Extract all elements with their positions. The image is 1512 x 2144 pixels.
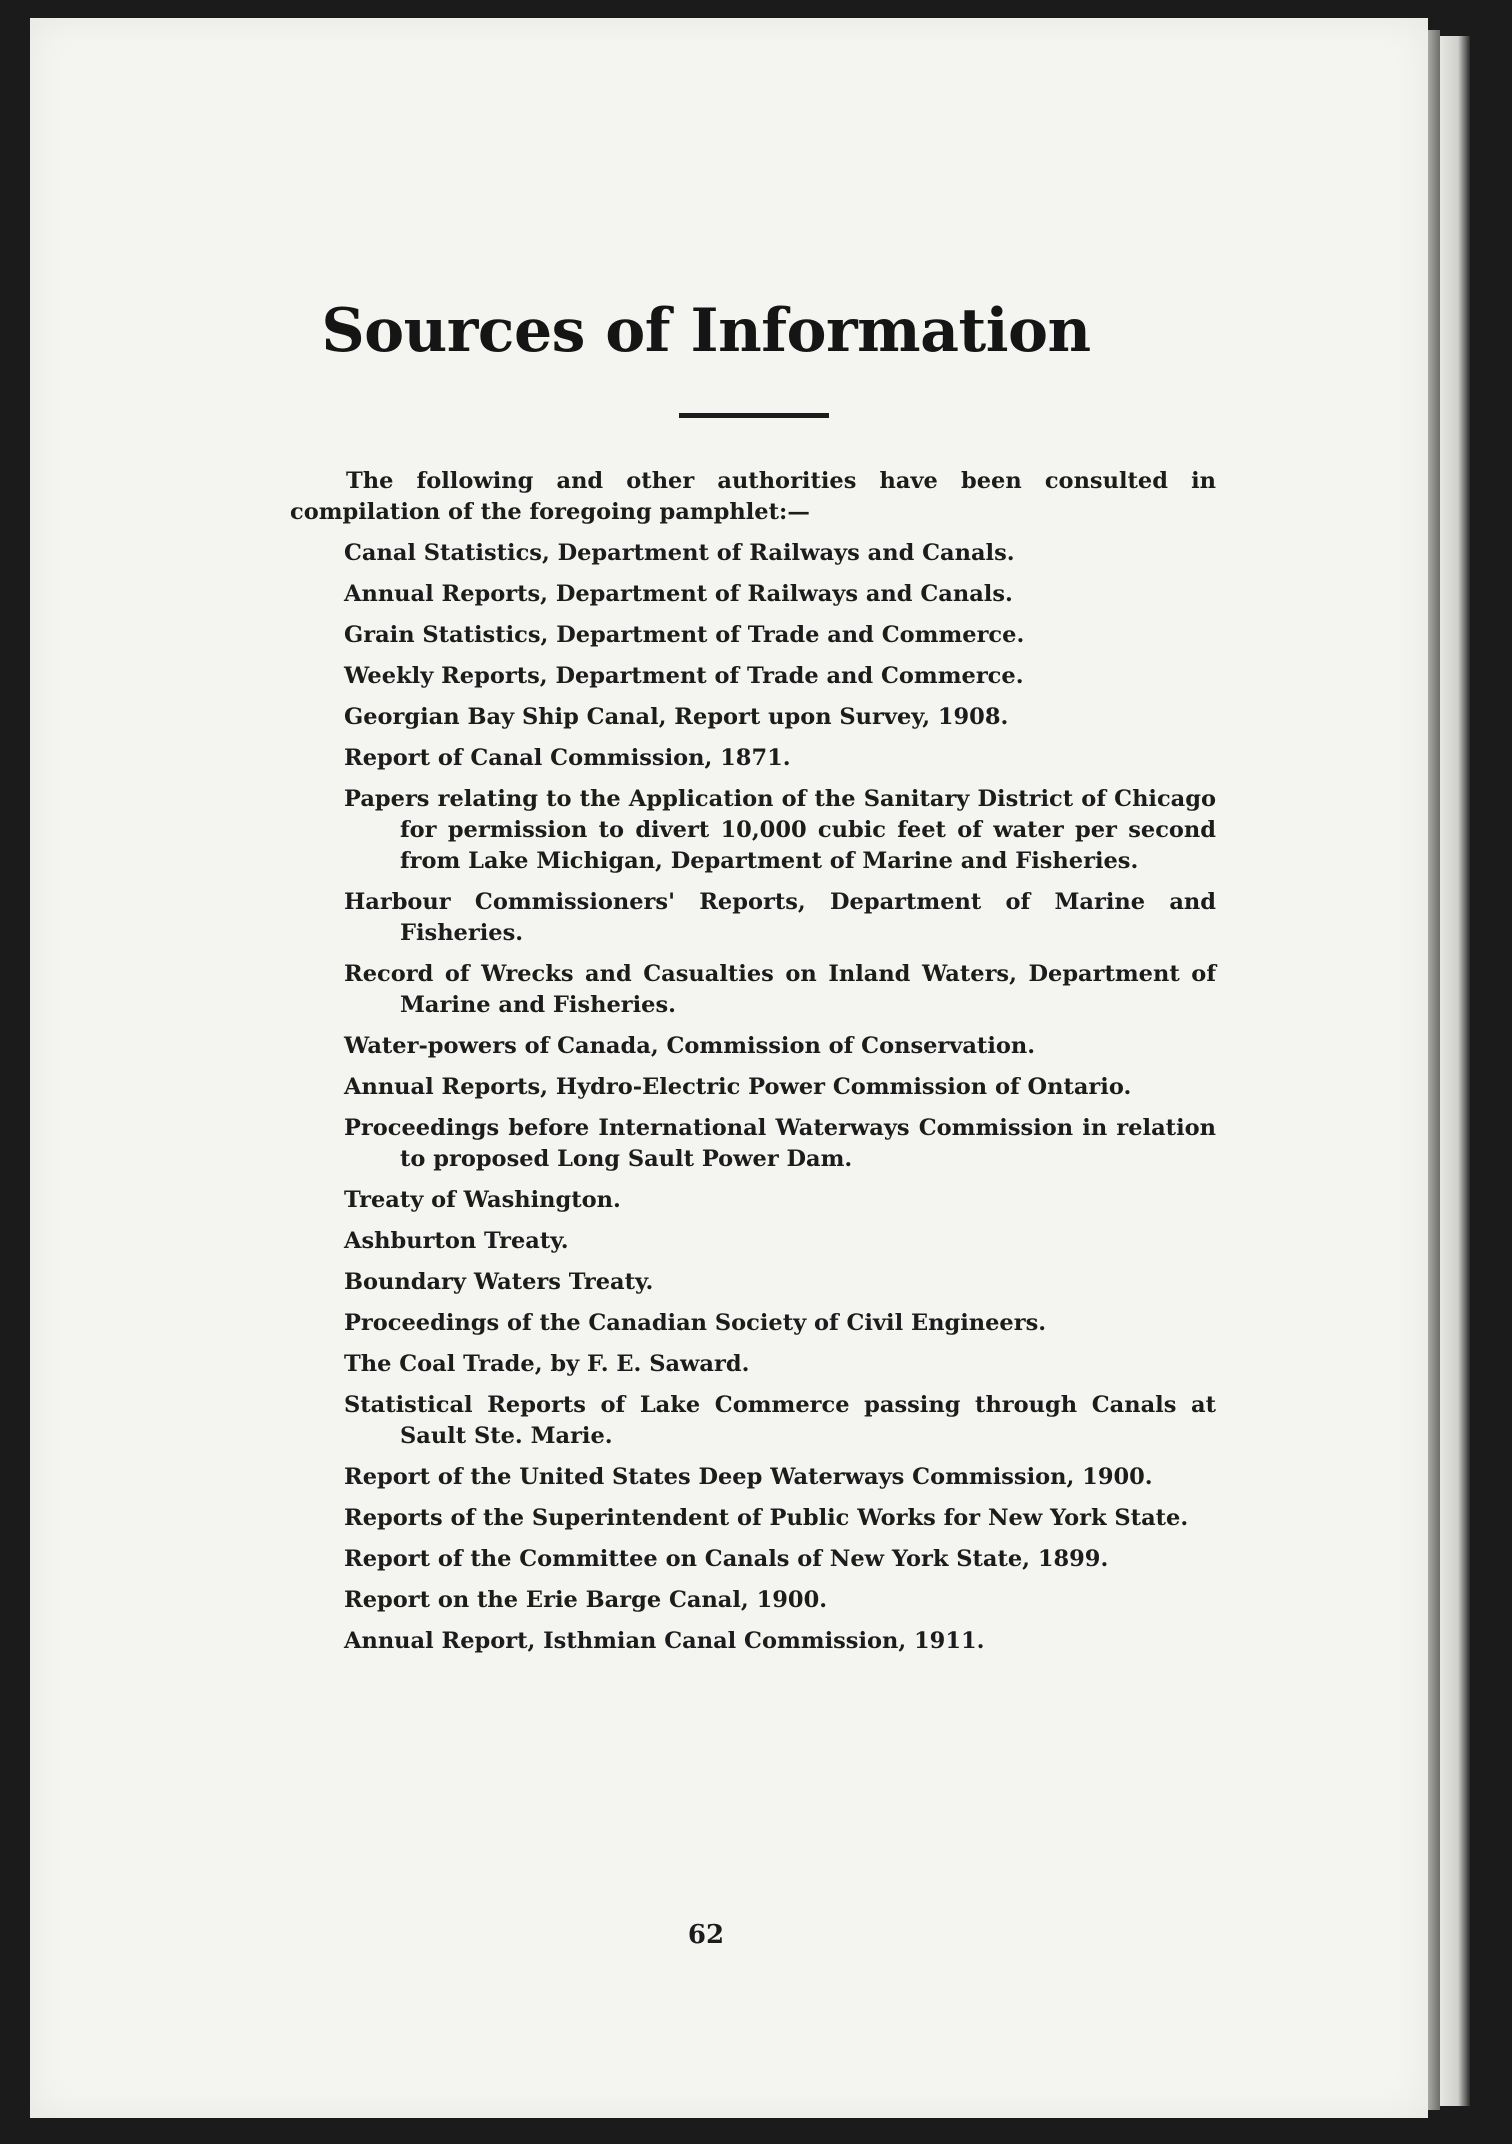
source-item: Ashburton Treaty. bbox=[344, 1228, 569, 1254]
source-item: Annual Report, Isthmian Canal Commission, 1911. bbox=[344, 1628, 985, 1654]
source-item: Statistical Reports of Lake Commerce passing through Canals at Sault Ste. Marie. bbox=[344, 1392, 1216, 1449]
source-item: Treaty of Washington. bbox=[344, 1187, 621, 1213]
page-edge-shadow bbox=[1428, 30, 1440, 2110]
source-item: Harbour Commissioners' Reports, Department of Marine and Fisheries. bbox=[344, 889, 1216, 946]
source-item: Georgian Bay Ship Canal, Report upon Survey, 1908. bbox=[344, 704, 1009, 730]
source-item: Record of Wrecks and Casualties on Inland Waters, Department of Marine and Fisheries. bbox=[344, 961, 1216, 1018]
source-item: Boundary Waters Treaty. bbox=[344, 1269, 654, 1295]
source-item: Proceedings before International Waterways Commission in relation to proposed Long Sault Power Dam. bbox=[344, 1115, 1216, 1172]
source-item: The Coal Trade, by F. E. Saward. bbox=[344, 1351, 750, 1377]
page-title: Sources of Information bbox=[321, 296, 1091, 366]
sources-list bbox=[290, 538, 1216, 1657]
title-rule-divider bbox=[679, 413, 829, 418]
source-item: Weekly Reports, Department of Trade and Commerce. bbox=[344, 663, 1024, 689]
source-item: Water-powers of Canada, Commission of Conservation. bbox=[344, 1033, 1036, 1059]
source-item: Report of the Committee on Canals of New York State, 1899. bbox=[344, 1546, 1109, 1572]
source-item: Annual Reports, Department of Railways and Canals. bbox=[344, 581, 1013, 607]
page-number: 62 bbox=[687, 1920, 725, 1950]
source-item: Report on the Erie Barge Canal, 1900. bbox=[344, 1587, 828, 1613]
source-item: Report of Canal Commission, 1871. bbox=[344, 745, 791, 771]
source-item: Grain Statistics, Department of Trade and Commerce. bbox=[344, 622, 1025, 648]
source-item: Reports of the Superintendent of Public Works for New York State. bbox=[344, 1505, 1189, 1531]
source-item: Papers relating to the Application of the Sanitary District of Chicago for permission to divert 10,000 cubic feet of water per second from Lake Michigan, Department of Marine and Fisheries. bbox=[344, 786, 1216, 874]
source-item: Canal Statistics, Department of Railways and Canals. bbox=[344, 540, 1015, 566]
intro-paragraph: The following and other authorities have been consulted in compilation of the foregoing pamphlet:— bbox=[290, 468, 1216, 525]
source-item: Annual Reports, Hydro-Electric Power Commission of Ontario. bbox=[344, 1074, 1132, 1100]
page-body bbox=[290, 466, 1216, 1667]
page-edge bbox=[1440, 36, 1470, 2106]
source-item: Report of the United States Deep Waterways Commission, 1900. bbox=[344, 1464, 1153, 1490]
source-item: Proceedings of the Canadian Society of Civil Engineers. bbox=[344, 1310, 1047, 1336]
